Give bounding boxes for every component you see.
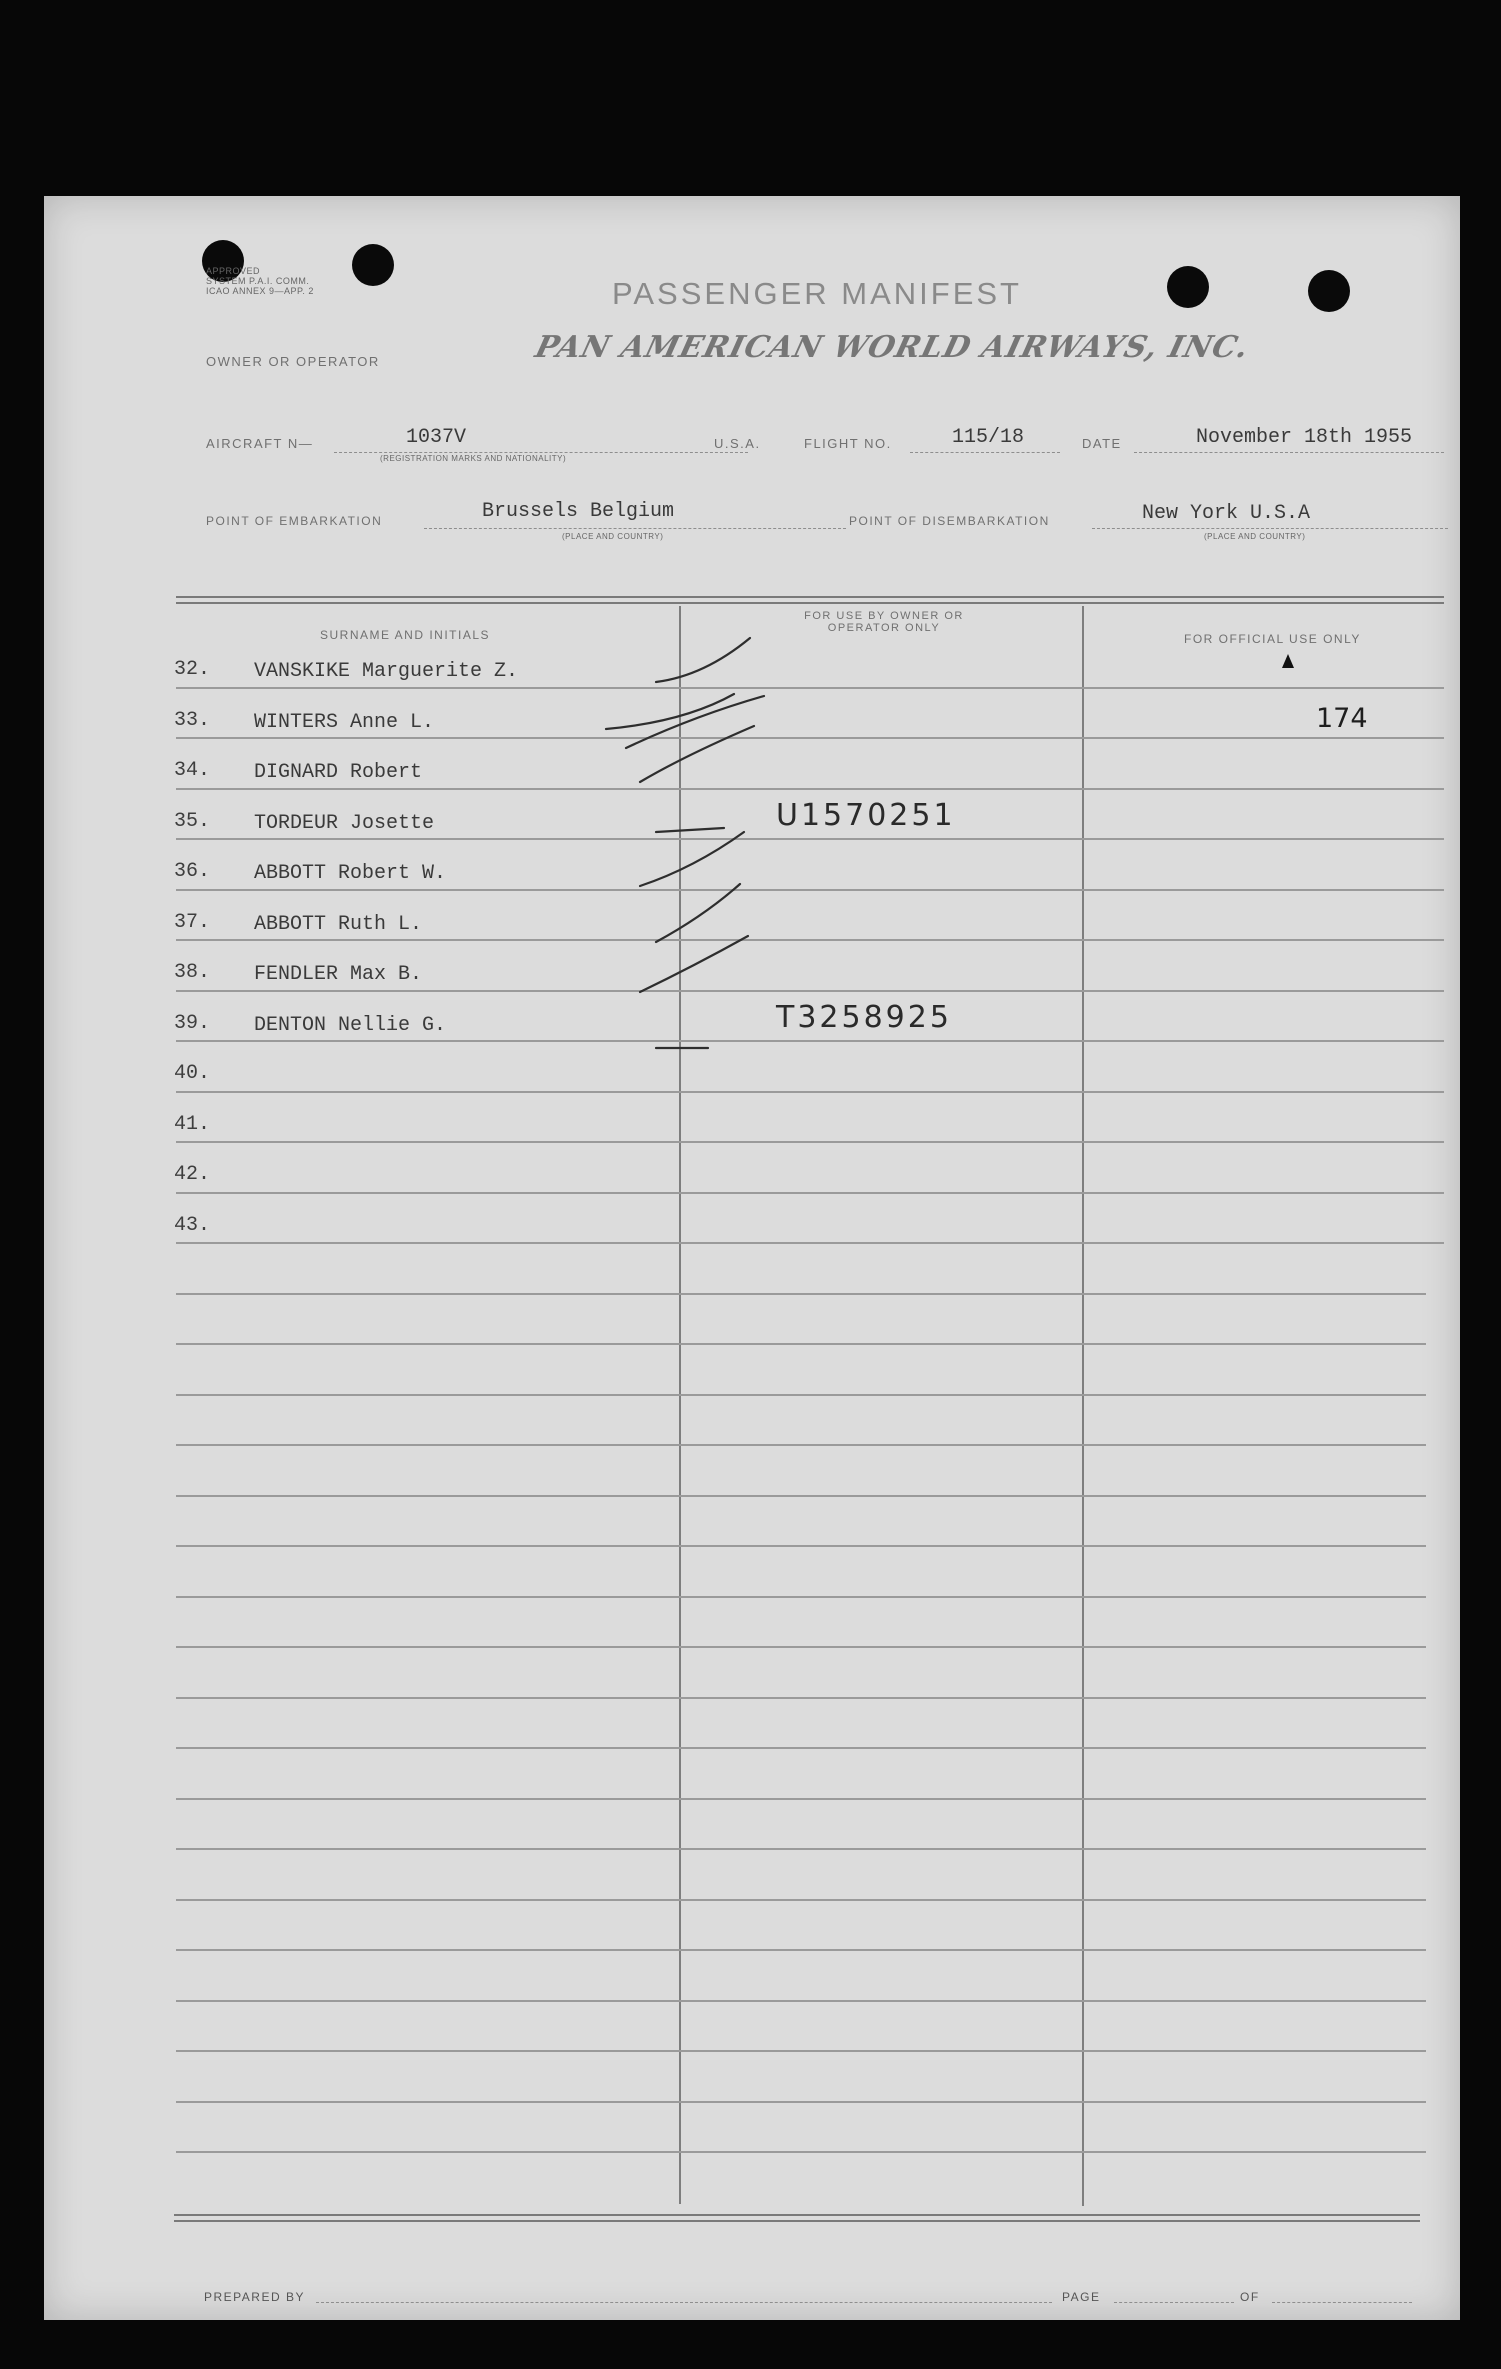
passenger-name: ABBOTT Ruth L. xyxy=(254,912,423,936)
date-value: November 18th 1955 xyxy=(1196,426,1413,449)
check-mark xyxy=(640,832,744,886)
table-row-rule xyxy=(176,1949,1426,1951)
date-label: DATE xyxy=(1082,436,1122,451)
column-header-owner-use: FOR USE BY OWNER OR OPERATOR ONLY xyxy=(804,610,964,634)
check-mark xyxy=(656,884,740,942)
table-row-rule xyxy=(176,1798,1426,1800)
table-row-rule xyxy=(176,1444,1426,1446)
check-mark xyxy=(640,936,748,992)
usa-label: U.S.A. xyxy=(714,436,761,451)
table-row-rule xyxy=(176,1343,1426,1345)
row-number: 34. xyxy=(174,759,211,782)
table-row-rule xyxy=(176,2050,1426,2052)
prepared-by-label: PREPARED BY xyxy=(204,2290,305,2304)
table-row-rule xyxy=(176,1747,1426,1749)
passenger-name: TORDEUR Josette xyxy=(254,811,435,835)
embarkation-label: POINT OF EMBARKATION xyxy=(206,514,383,528)
table-bottom-rule xyxy=(174,2214,1420,2222)
of-label: OF xyxy=(1240,2290,1260,2304)
table-row-rule xyxy=(176,1545,1426,1547)
column-header-official-use: FOR OFFICIAL USE ONLY xyxy=(1184,632,1361,646)
passenger-name: WINTERS Anne L. xyxy=(254,710,435,734)
checkmarks-overlay xyxy=(44,196,1460,1096)
row-number: 43. xyxy=(174,1213,211,1237)
row-number: 41. xyxy=(174,1112,211,1136)
row-number: 35. xyxy=(174,809,211,833)
row-number: 39. xyxy=(174,1011,211,1035)
operator-name: PAN AMERICAN WORLD AIRWAYS, INC. xyxy=(531,330,1253,365)
row-number: 32. xyxy=(174,658,211,681)
table-row-rule xyxy=(176,1293,1426,1295)
embarkation-note: (PLACE AND COUNTRY) xyxy=(562,532,664,541)
table-row-rule xyxy=(176,1899,1426,1901)
disembarkation-value: New York U.S.A xyxy=(1142,502,1311,525)
passenger-name: FENDLER Max B. xyxy=(254,963,423,986)
passenger-name: DENTON Nellie G. xyxy=(254,1013,447,1037)
table-row-rule xyxy=(176,1394,1426,1396)
flight-label: FLIGHT NO. xyxy=(804,436,892,451)
of-line xyxy=(1272,2302,1412,2303)
approval-note: APPROVED SYSTEM P.A.I. COMM. ICAO ANNEX 9—APP. 2 xyxy=(206,266,314,296)
row-number: 36. xyxy=(174,860,211,883)
prepared-by-line xyxy=(316,2302,1052,2303)
table-row-rule xyxy=(176,2000,1426,2002)
table-row-rule xyxy=(176,2151,1426,2153)
column-header-surname: SURNAME AND INITIALS xyxy=(320,628,491,642)
table-row-rule xyxy=(176,1848,1426,1850)
row-number: 42. xyxy=(174,1163,211,1186)
disembarkation-label: POINT OF DISEMBARKATION xyxy=(849,514,1050,528)
manifest-sheet xyxy=(44,196,1460,2320)
owner-note: T3258925 xyxy=(776,999,952,1035)
owner-label: OWNER OR OPERATOR xyxy=(206,354,380,369)
passenger-name: ABBOTT Robert W. xyxy=(254,862,447,885)
table-row-rule xyxy=(176,1697,1426,1699)
embarkation-value: Brussels Belgium xyxy=(482,500,675,523)
table-row-rule xyxy=(176,1141,1444,1143)
table-row-rule xyxy=(176,1596,1426,1598)
aircraft-value: 1037V xyxy=(406,426,467,449)
row-number: 37. xyxy=(174,910,211,934)
row-number: 33. xyxy=(174,708,211,732)
table-row-rule xyxy=(176,2101,1426,2103)
arrow-mark xyxy=(1282,654,1294,668)
check-mark xyxy=(656,638,750,682)
disembarkation-note: (PLACE AND COUNTRY) xyxy=(1204,532,1306,541)
page-line xyxy=(1114,2302,1234,2303)
page-title: PASSENGER MANIFEST xyxy=(612,276,1022,311)
table-row-rule xyxy=(176,1495,1426,1497)
table-row-rule xyxy=(176,1192,1444,1194)
flight-value: 115/18 xyxy=(952,426,1025,449)
page-label: PAGE xyxy=(1062,2290,1101,2304)
table-row-rule xyxy=(176,1242,1444,1244)
table-row-rule xyxy=(176,1646,1426,1648)
owner-note: U1570251 xyxy=(776,797,956,833)
check-mark xyxy=(626,696,764,748)
official-note: 174 xyxy=(1316,702,1368,734)
row-number: 40. xyxy=(174,1062,211,1085)
row-number: 38. xyxy=(174,961,211,984)
passenger-name: VANSKIKE Marguerite Z. xyxy=(254,660,519,683)
registration-note: (REGISTRATION MARKS AND NATIONALITY) xyxy=(380,454,567,463)
check-mark xyxy=(656,828,724,832)
passenger-name: DIGNARD Robert xyxy=(254,761,423,784)
aircraft-label: AIRCRAFT N— xyxy=(206,436,314,451)
